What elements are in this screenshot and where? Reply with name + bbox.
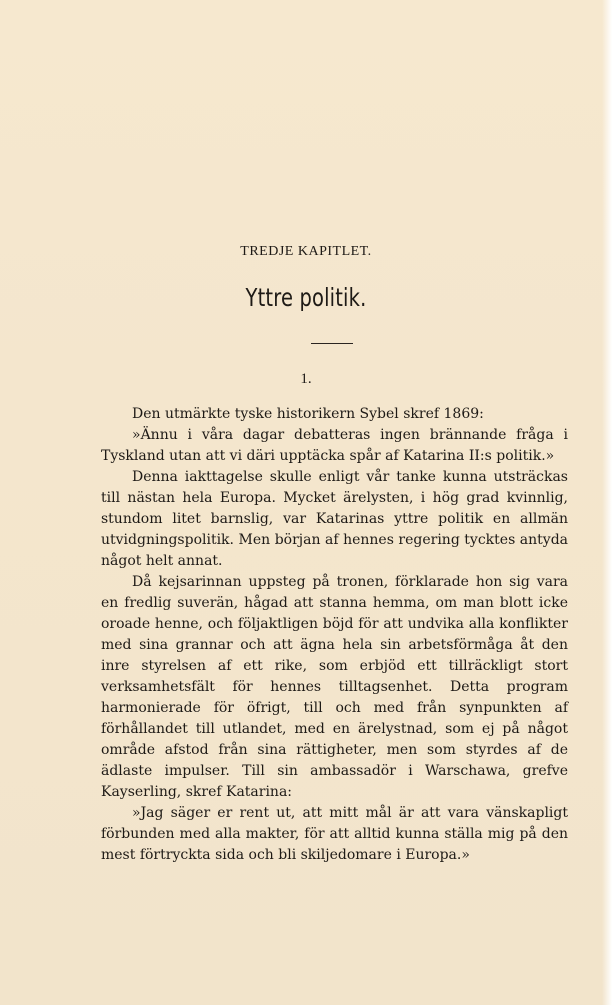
paragraph: »Jag säger er rent ut, att mitt mål är att vara vänskapligt förbunden med alla makter, för att alltid kunna ställa mig på den mest förtryckta sida och bli skiljedomare i Europa.» bbox=[101, 805, 568, 863]
paragraph: Då kejsarinnan uppsteg på tronen, förklarade hon sig vara en fredlig suverän, hågad att stanna hemma, om man blott icke oroade henne, och följaktligen böjd för att undvika alla konflikter med sina grannar och att ägna hela sin arbetsförmåga åt den inre styrelsen af ett rike, som erbjöd ett tillräckligt stort verksamhetsfält för hennes tilltagsenhet. Detta program harmonierade för öfrigt, till och med från synpunkten af förhållandet till utlandet, med en ärelystnad, som ej på något område afstod från sina rättigheter, men som styrdes af de ädlaste impulser. Till sin ambassadör i Warschawa, grefve Kayserling, skref Katarina: bbox=[101, 574, 568, 800]
page-edge bbox=[602, 0, 612, 1005]
chapter-title: Yttre politik. bbox=[245, 283, 367, 312]
title-divider bbox=[311, 343, 353, 344]
chapter-label: TREDJE KAPITLET. bbox=[240, 244, 372, 259]
section-number: 1. bbox=[300, 371, 312, 387]
body-text bbox=[101, 404, 568, 866]
paragraph: »Ännu i våra dagar debatteras ingen brännande fråga i Tyskland utan att vi däri upptäcka spår af Katarina II:s politik.» bbox=[101, 427, 568, 464]
paragraph: Denna iakttagelse skulle enligt vår tanke kunna utsträckas till nästan hela Europa. Mycket ärelysten, i hög grad kvinnlig, stundom litet barnslig, var Katarinas yttre politik en allmän utvidgningspolitik. Men början af hennes regering tycktes antyda något helt annat. bbox=[101, 469, 568, 569]
paragraph: Den utmärkte tyske historikern Sybel skref 1869: bbox=[132, 406, 484, 422]
